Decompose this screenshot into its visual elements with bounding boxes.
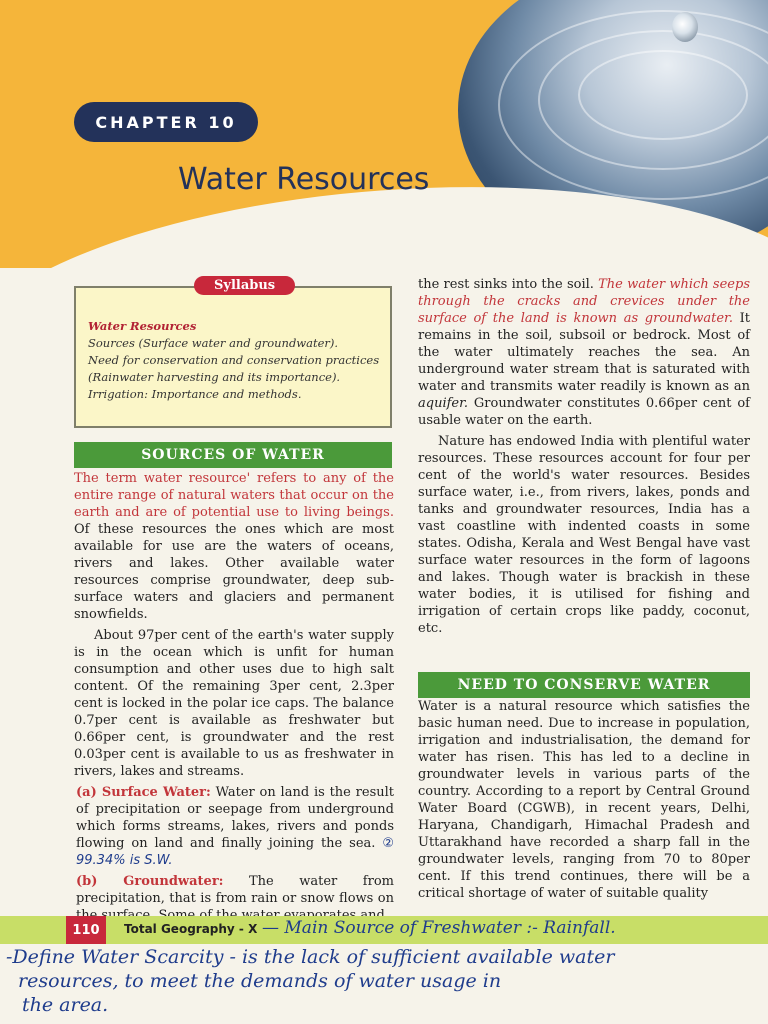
syllabus-text (88, 318, 382, 403)
paragraph: About 97per cent of the earth's water supply is in the ocean which is unfit for human consumption and other uses due to high salt content. Of the remaining 3per cent, 2.3per cent is locked in the polar ice caps. The balance 0.7per cent is available as freshwater but 0.66per cent, is groundwater and the rest 0.03per cent is available to us as freshwater in rivers, lakes and streams. (74, 628, 394, 779)
water-drop-icon (672, 12, 698, 42)
handwritten-note: — Main Source of Freshwater :- Rainfall. (262, 918, 616, 938)
page-number: 110 (66, 916, 106, 944)
paragraph: Nature has endowed India with plentiful water resources. These resources account for four per cent of the world's water resources. Besides surface water, i.e., from rivers, lakes, ponds and tanks and groundwater resources, India has a vast coastline with indented coasts in some states. Odisha, Kerala and West Bengal have vast surface water resources in the form of lagoons and lakes. Though water is brackish in these water bodies, it is utilised for fishing and irrigation of certain crops like paddy, coconut, etc. (418, 434, 750, 636)
syllabus-line: Irrigation: Importance and methods. (88, 387, 302, 401)
term-aquifer: aquifer. (418, 396, 469, 411)
syllabus-line: Sources (Surface water and groundwater). (88, 336, 339, 350)
paragraph-text: Of these resources the ones which are most available for use are the waters of oceans, rivers and lakes. Other available water resources comprise groundwater, deep sub-surface waters and glaciers and permanent snowfields. (74, 522, 394, 622)
handwritten-note: resources, to meet the demands of water usage in (18, 970, 502, 992)
paragraph-text: the rest sinks into the soil. (418, 277, 594, 292)
handwritten-note: ② 99.34% is S.W. (76, 836, 394, 868)
item-text: The water from precipitation, that is from rain or snow flows on (76, 874, 394, 906)
right-column-lower (418, 698, 750, 904)
book-title: Total Geography - X (124, 922, 258, 936)
chapter-label: CHAPTER 10 (74, 102, 258, 142)
definition-text: The term water resource' refers to any of the entire range of natural waters that occur on the earth and are of potential use to living beings. (74, 471, 394, 520)
paragraph (74, 470, 394, 623)
paragraph: Water is a natural resource which satisfies the basic human need. Due to increase in population, irrigation and industrialisation, the demand for water has risen. This has led to a decline in groundwater levels in various parts of the country. According to a report by Central Ground Water Board (CGWB), in recent years, Delhi, Haryana, Chandigarh, Himachal Pradesh and Uttarakhand have recorded a sharp fall in the groundwater levels, ranging from 70 to 80per cent. If this trend continues, there will be a critical shortage of water of suitable quality (418, 699, 750, 901)
right-column (418, 276, 750, 639)
paragraph (418, 276, 750, 429)
list-item-surface-water (74, 784, 394, 869)
page-title: Water Resources (178, 162, 430, 197)
ripple-ring (498, 10, 768, 200)
handwritten-note: the area. (22, 994, 109, 1016)
chapter-header (0, 0, 768, 268)
paragraph-text: It remains in the soil, subsoil or bedrock. Most of the water ultimately reaches the sea. An underground water stream that is saturated with water and transmits water readily is known as an (418, 311, 750, 394)
item-label: (a) Surface Water: (76, 785, 211, 800)
section-heading-conserve: NEED TO CONSERVE WATER (418, 672, 750, 698)
paragraph-text: Groundwater constitutes 0.66per cent of usable water on the earth. (418, 396, 750, 428)
item-label: (b) Groundwater: (76, 874, 224, 889)
syllabus-heading: Water Resources (88, 319, 197, 333)
syllabus-box (74, 278, 392, 428)
definition-text: The water which seeps through the cracks and crevices under the surface of the land is known as groundwater. (418, 277, 750, 326)
handwritten-note: -Define Water Scarcity - is the lack of sufficient available water (6, 946, 615, 968)
page-footer (0, 916, 768, 944)
syllabus-line: Need for conservation and conservation practices (Rainwater harvesting and its importance). (88, 353, 380, 384)
section-heading-sources: SOURCES OF WATER (74, 442, 392, 468)
item-text: Water on land is the result of precipitation or seepage from underground which forms streams, lakes, rivers and ponds flowing on land and finally joining the sea. (76, 785, 395, 851)
left-column (74, 470, 394, 926)
syllabus-badge: Syllabus (194, 276, 295, 295)
